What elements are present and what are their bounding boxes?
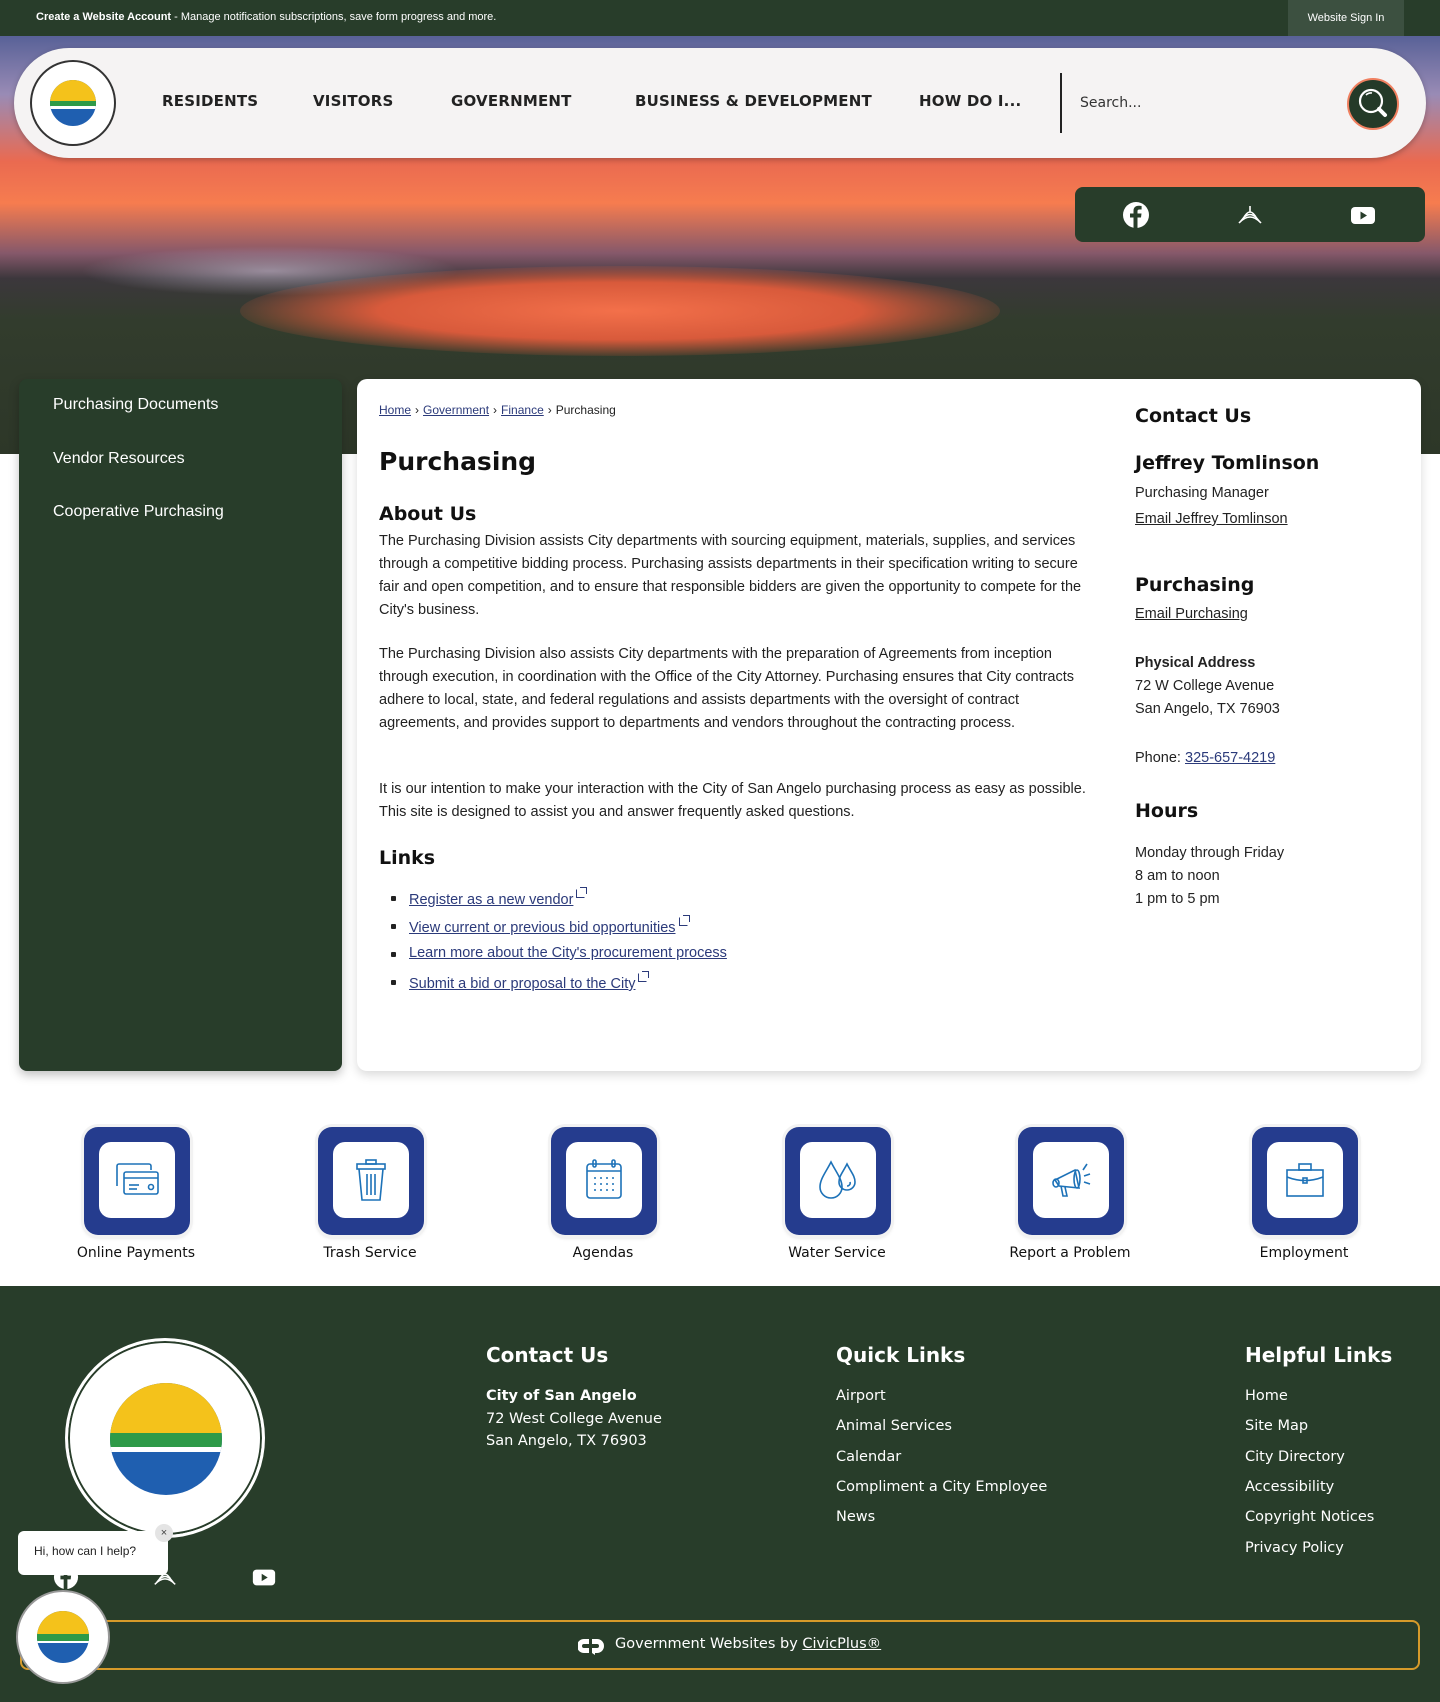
- seal-band: [50, 106, 96, 108]
- contact-heading: Contact Us: [1135, 405, 1252, 427]
- sidebar-item-vendor-resources[interactable]: Vendor Resources: [53, 450, 185, 467]
- nav-residents[interactable]: RESIDENTS: [162, 92, 259, 110]
- list-item: [409, 917, 727, 945]
- water-drops-icon: [812, 1154, 864, 1206]
- chat-close-button[interactable]: ×: [155, 1524, 173, 1542]
- seal-band: [37, 1641, 89, 1644]
- footer-youtube-icon[interactable]: [251, 1564, 277, 1590]
- search-button[interactable]: [1347, 78, 1399, 130]
- seal-sun: [37, 1611, 89, 1634]
- create-account-description: - Manage notification subscriptions, save form progress and more.: [171, 11, 497, 23]
- breadcrumb-current: Purchasing: [555, 403, 616, 417]
- credit-card-icon: [111, 1154, 163, 1206]
- about-paragraph-3: It is our intention to make your interaction with the City of San Angelo purchasing process as easy as possible. This site is designed to assist you and answer frequently asked questions.: [379, 781, 1086, 820]
- nav-business-development[interactable]: BUSINESS & DEVELOPMENT: [635, 92, 872, 110]
- water-service-label[interactable]: Water Service: [788, 1245, 886, 1261]
- hours-line: 1 pm to 5 pm: [1135, 891, 1220, 907]
- submit-bid-link[interactable]: Submit a bid or proposal to the City: [409, 976, 636, 992]
- external-link-icon: [576, 889, 585, 898]
- helpful-link-city-directory[interactable]: City Directory: [1245, 1449, 1345, 1465]
- tile-inner: [566, 1142, 642, 1218]
- report-problem-label[interactable]: Report a Problem: [1009, 1245, 1131, 1261]
- breadcrumb-separator: ›: [547, 403, 552, 417]
- contact-dept-name: Purchasing: [1135, 574, 1255, 596]
- bid-opportunities-link[interactable]: View current or previous bid opportunities: [409, 920, 676, 936]
- seal-emblem: [50, 80, 96, 126]
- breadcrumb: [379, 403, 616, 417]
- seal-emblem: [110, 1383, 222, 1495]
- hours-line: 8 am to noon: [1135, 868, 1220, 884]
- links-list: [409, 889, 727, 1001]
- breadcrumb-separator: ›: [415, 403, 420, 417]
- contact-person-title: Purchasing Manager: [1135, 485, 1269, 501]
- quick-link-news[interactable]: News: [836, 1509, 876, 1525]
- footer-address-line-1: 72 West College Avenue: [486, 1411, 662, 1427]
- site-footer: [0, 1286, 1440, 1702]
- address-label: Physical Address: [1135, 655, 1256, 671]
- about-paragraph-2: The Purchasing Division also assists City departments with the preparation of Agreements from inception through execution, in coordination with the Office of the City Attorney. Purchasing ensures that City contracts adhere to local, state, and federal regulations and assists departments with the oversight of contract agreements, and provides support to departments and vendors throughout the contracting process.: [379, 646, 1075, 731]
- website-sign-in-button[interactable]: Website Sign In: [1288, 0, 1404, 36]
- helpful-link-site-map[interactable]: Site Map: [1245, 1418, 1309, 1434]
- list-item: [409, 973, 727, 1001]
- seal-emblem: [37, 1611, 89, 1663]
- helpful-link-copyright[interactable]: Copyright Notices: [1245, 1509, 1375, 1525]
- footer-contact-heading: Contact Us: [486, 1343, 609, 1367]
- briefcase-icon: [1279, 1154, 1331, 1206]
- employment-label[interactable]: Employment: [1259, 1245, 1349, 1261]
- list-item: [409, 889, 727, 917]
- social-links-bar: [1075, 187, 1425, 242]
- chat-greeting-bubble[interactable]: Hi, how can I help?: [18, 1531, 168, 1575]
- links-heading: Links: [379, 847, 436, 869]
- helpful-link-home[interactable]: Home: [1245, 1388, 1288, 1404]
- nav-how-do-i[interactable]: HOW DO I...: [919, 92, 1022, 110]
- nav-divider: [1060, 73, 1062, 133]
- hero-lake: [240, 266, 1000, 356]
- quick-link-calendar[interactable]: Calendar: [836, 1449, 902, 1465]
- register-vendor-link[interactable]: Register as a new vendor: [409, 892, 574, 908]
- trash-can-icon: [345, 1154, 397, 1206]
- agendas-label[interactable]: Agendas: [572, 1245, 634, 1261]
- megaphone-icon: [1045, 1154, 1097, 1206]
- about-paragraph-1: The Purchasing Division assists City departments with sourcing equipment, materials, supplies, and services through a competitive bidding process. Purchasing assists departments in their specification writing to secure fair and open competition, and to ensure that responsible bidders are given the opportunity to compete for the City's business.: [379, 533, 1082, 618]
- search-icon: [1349, 80, 1397, 128]
- seal-sun: [50, 80, 96, 101]
- main-content-card: [357, 379, 1421, 1071]
- sidebar-item-purchasing-documents[interactable]: Purchasing Documents: [53, 396, 219, 413]
- civicplus-bar: [20, 1620, 1420, 1670]
- civicplus-credit: [615, 1636, 881, 1652]
- tile-inner: [1267, 1142, 1343, 1218]
- trash-service-tile[interactable]: [318, 1127, 424, 1235]
- email-person-link[interactable]: Email Jeffrey Tomlinson: [1135, 511, 1288, 527]
- email-dept-link[interactable]: Email Purchasing: [1135, 606, 1248, 622]
- online-payments-label[interactable]: Online Payments: [76, 1245, 196, 1261]
- nav-visitors[interactable]: VISITORS: [313, 92, 394, 110]
- footer-city-seal[interactable]: [65, 1338, 265, 1538]
- report-problem-tile[interactable]: [1018, 1127, 1124, 1235]
- address-line-2: San Angelo, TX 76903: [1135, 701, 1280, 717]
- facebook-icon[interactable]: [1122, 201, 1150, 229]
- about-us-heading: About Us: [379, 503, 477, 525]
- seal-sun: [110, 1383, 222, 1433]
- footer-address-line-2: San Angelo, TX 76903: [486, 1433, 647, 1449]
- address-line-1: 72 W College Avenue: [1135, 678, 1275, 694]
- civicplus-text: Government Websites by: [615, 1636, 803, 1652]
- seal-band: [110, 1447, 222, 1453]
- civicplus-link[interactable]: CivicPlus®: [802, 1636, 882, 1652]
- agendas-tile[interactable]: [551, 1127, 657, 1235]
- civicplus-logo-icon: [578, 1637, 604, 1655]
- list-item: [409, 945, 727, 973]
- page-title: Purchasing: [379, 447, 537, 476]
- calendar-icon: [578, 1154, 630, 1206]
- phone-link[interactable]: 325-657-4219: [1185, 750, 1276, 766]
- youtube-icon[interactable]: [1349, 201, 1377, 229]
- contact-person-name: Jeffrey Tomlinson: [1135, 452, 1320, 474]
- water-service-tile[interactable]: [785, 1127, 891, 1235]
- breadcrumb-government[interactable]: Government: [423, 403, 490, 417]
- breadcrumb-separator: ›: [493, 403, 498, 417]
- employment-tile[interactable]: [1252, 1127, 1358, 1235]
- online-payments-tile[interactable]: [84, 1127, 190, 1235]
- quick-links-heading: Quick Links: [836, 1343, 966, 1367]
- helpful-link-accessibility[interactable]: Accessibility: [1245, 1479, 1335, 1495]
- nav-government[interactable]: GOVERNMENT: [451, 92, 572, 110]
- external-link-icon: [679, 917, 688, 926]
- footer-org-name: City of San Angelo: [486, 1388, 637, 1404]
- breadcrumb-finance[interactable]: Finance: [501, 403, 544, 417]
- external-link-icon: [638, 973, 647, 982]
- search-input[interactable]: [1070, 84, 1330, 122]
- trash-service-label[interactable]: Trash Service: [323, 1245, 417, 1261]
- tile-inner: [1033, 1142, 1109, 1218]
- chat-launcher-avatar[interactable]: [18, 1592, 108, 1682]
- phone-row: [1135, 750, 1275, 766]
- procurement-process-link[interactable]: Learn more about the City's procurement process: [409, 945, 727, 961]
- hours-heading: Hours: [1135, 800, 1199, 822]
- tile-inner: [800, 1142, 876, 1218]
- hours-line: Monday through Friday: [1135, 845, 1285, 861]
- create-account-label: Create a Website Account: [36, 11, 172, 23]
- quick-link-compliment-employee[interactable]: Compliment a City Employee: [836, 1479, 1048, 1495]
- create-account-link[interactable]: [36, 11, 496, 23]
- city-seal-logo[interactable]: [30, 60, 116, 146]
- helpful-links-heading: Helpful Links: [1245, 1343, 1393, 1367]
- tile-inner: [333, 1142, 409, 1218]
- phone-label: Phone:: [1135, 750, 1185, 766]
- nextdoor-icon[interactable]: [1236, 201, 1264, 229]
- quick-link-animal-services[interactable]: Animal Services: [836, 1418, 952, 1434]
- sidebar-item-cooperative-purchasing[interactable]: Cooperative Purchasing: [53, 503, 224, 520]
- contact-panel: [1135, 379, 1415, 1071]
- section-sidebar: [19, 379, 342, 1071]
- breadcrumb-home[interactable]: Home: [379, 403, 412, 417]
- helpful-link-privacy[interactable]: Privacy Policy: [1245, 1540, 1344, 1556]
- seal-hill: [110, 1433, 222, 1446]
- quick-link-airport[interactable]: Airport: [836, 1388, 886, 1404]
- tile-inner: [99, 1142, 175, 1218]
- top-bar: [0, 0, 1440, 36]
